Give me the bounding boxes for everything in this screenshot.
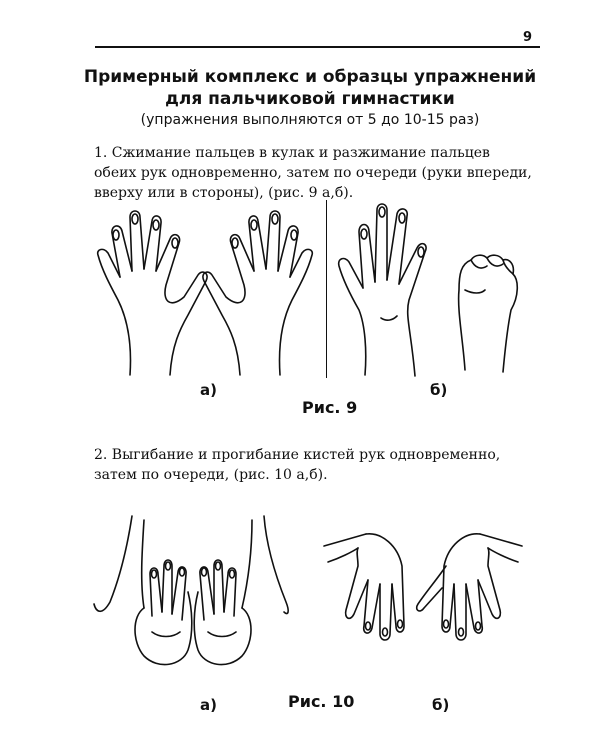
page-number: 9 (522, 30, 532, 45)
figure-10a-bent-hands (92, 512, 292, 682)
figure-9b-label: б) (430, 381, 448, 399)
figure-10b-lowered-hands (318, 522, 528, 652)
figure-10b-label: б) (432, 696, 450, 714)
figure-9a-label: а) (200, 381, 217, 399)
figure-10a-label: а) (200, 696, 217, 714)
page-subtitle: (упражнения выполняются от 5 до 10-15 раз) (140, 112, 480, 128)
figure-9-divider (326, 200, 327, 378)
figure-9a-open-hands (90, 205, 320, 380)
figure-9b-open-hand-and-fist (335, 200, 525, 380)
title-line-1: Примерный комплекс и образцы упражнений (83, 67, 537, 87)
header-rule (95, 46, 540, 48)
figure-10-caption: Рис. 10 (288, 692, 355, 711)
exercise-2-text: 2. Выгибание и прогибание кистей рук одновременно, затем по очереди, (рис. 10 а,б). (94, 447, 501, 483)
figure-9-caption: Рис. 9 (302, 398, 358, 417)
title-line-2: для пальчиковой гимнастики (165, 89, 455, 109)
page-title (60, 66, 560, 110)
exercise-1-text: 1. Сжимание пальцев в кулак и разжимание пальцев обеих рук одновременно, затем по очереди (руки впереди, вверху или в стороны), (рис. 9 а,б). (94, 145, 532, 201)
